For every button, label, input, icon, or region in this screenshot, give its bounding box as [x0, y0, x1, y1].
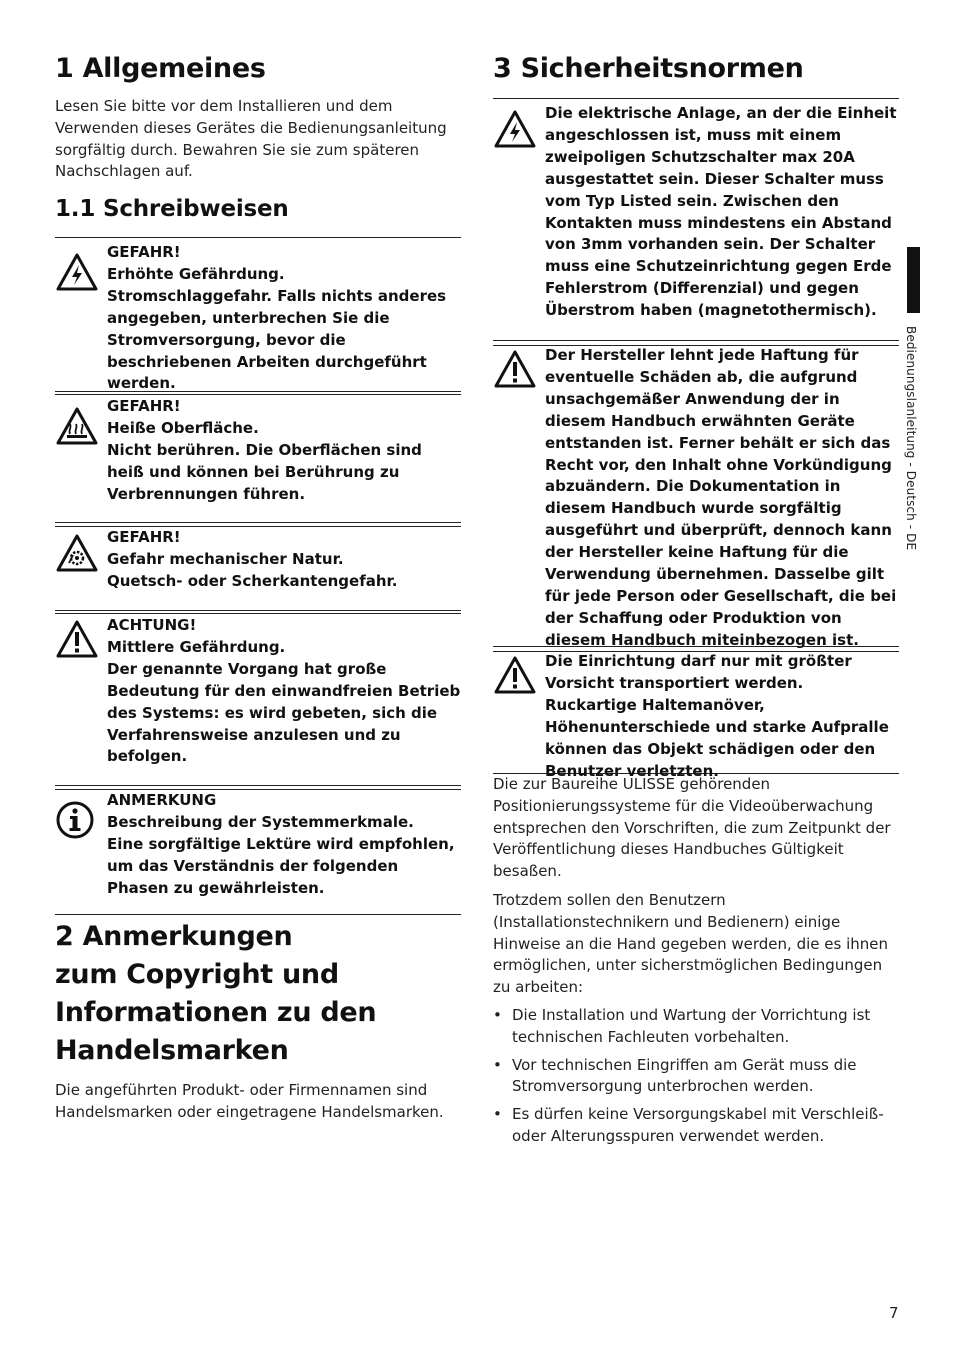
notice-title: GEFAHR!	[107, 243, 181, 261]
notice-text: Stromschlaggefahr. Falls nichts anderes angegeben, unterbrechen Sie die Stromversorgung, bevor die beschriebenen Arbeiten durchgeführt werden.	[107, 286, 447, 393]
list-item: • Die Installation und Wartung der Vorrichtung ist technischen Fachleuten vorbehalten.	[493, 1005, 893, 1049]
trademark-paragraph: Die angeführten Produkt- oder Firmennamen sind Handelsmarken oder eingetragene Handelsmarken.	[55, 1081, 444, 1121]
notice-text: Nicht berühren. Die Oberflächen sind heiß und können bei Berührung zu Verbrennungen führen.	[107, 440, 422, 503]
notice-subtitle: Beschreibung der Systemmerkmale.	[107, 812, 414, 831]
notice-text: Der genannte Vorgang hat große Bedeutung für den einwandfreien Betrieb des Systems: es wird gebeten, sich die Verfahrensweise anzulesen und zu befolgen.	[107, 659, 461, 766]
notice-electrical-installation	[493, 98, 899, 339]
notice-text: Eine sorgfältige Lektüre wird empfohlen, um das Verständnis der folgenden Phasen zu gewährleisten.	[107, 834, 455, 897]
list-item: • Es dürfen keine Versorgungskabel mit Verschleiß- oder Alterungsspuren verwendet werden.	[493, 1104, 893, 1148]
notice-subtitle: Mittlere Gefährdung.	[107, 637, 286, 656]
caution-icon	[55, 619, 99, 659]
heading-copyright	[55, 918, 461, 1070]
notice-mechanical	[55, 522, 461, 607]
notice-title: ACHTUNG!	[107, 616, 197, 634]
notice-title: GEFAHR!	[107, 397, 181, 415]
notice-subtitle: Gefahr mechanischer Natur.	[107, 549, 344, 568]
notice-title: GEFAHR!	[107, 528, 181, 546]
electric-warning-icon	[493, 109, 537, 149]
heading-line: 2 Anmerkungen	[55, 921, 293, 952]
hot-surface-icon	[55, 406, 99, 446]
list-item: • Vor technischen Eingriffen am Gerät muss die Stromversorgung unterbrochen werden.	[493, 1055, 893, 1099]
sidebar-label: Bedienungslanleitung - Deutsch - DE	[904, 326, 918, 551]
heading-line: Informationen zu den	[55, 997, 377, 1028]
notice-title: ANMERKUNG	[107, 791, 217, 809]
notice-text: Die elektrische Anlage, an der die Einheit angeschlossen ist, muss mit einem zweipoligen Schutzschalter max 20A ausgestattet sein. Dieser Schalter muss vom Typ Listed sein. Zwischen den Kontakten muss mindestens ein Abstand von 3mm vorhanden sein. Der Schalter muss eine Schutzeinrichtung gegen Erde Fehlerstrom (Differenzial) und gegen Überstrom haben (magnetothermisch).	[545, 104, 897, 320]
notice-text: Die Einrichtung darf nur mit größter Vorsicht transportiert werden. Ruckartige Haltemanöver, Höhenunterschiede und starke Aufpralle können das Objekt schädigen oder den Benutzer verletzten.	[545, 652, 889, 780]
notice-text: Quetsch- oder Scherkantengefahr.	[107, 571, 398, 590]
caution-icon	[493, 655, 537, 695]
notice-info	[55, 785, 461, 915]
heading-line: Handelsmarken	[55, 1035, 289, 1066]
notice-transport	[493, 646, 899, 780]
users-paragraph: Trotzdem sollen den Benutzern (Installationstechnikern und Bedienern) einige Hinweise an die Hand gegeben werden, die es ihnen ermöglichen, unter sicherstmöglichen Bedingungen zu arbeiten:	[493, 891, 888, 997]
notice-text: Der Hersteller lehnt jede Haftung für eventuelle Schäden ab, die aufgrund unsachgemäßer Anwendung der in diesem Handbuch erwähnten Geräte entstanden ist. Ferner behält er sich das Recht vor, den Inhalt ohne Vorkündigung abzuändern. Die Dokumentation in diesem Handbuch wurde sorgfältig ausgeführt und überprüft, dennoch kann der Hersteller keine Haftung für die Verwendung übernehmen. Dasselbe gilt für jede Person oder Gesellschaft, die bei der Schaffung oder Produktion von diesem Handbuch miteinbezogen ist.	[545, 346, 897, 649]
notice-caution	[55, 610, 461, 783]
safety-bullet-list	[493, 1005, 893, 1154]
notice-hot-surface	[55, 391, 461, 520]
heading-sicherheitsnormen: 3 Sicherheitsnormen	[493, 53, 804, 84]
electric-warning-icon	[55, 252, 99, 292]
notice-subtitle: Heiße Oberfläche.	[107, 418, 259, 437]
ulisse-paragraph: Die zur Baureihe ULISSE gehörenden Positionierungssysteme für die Videoüberwachung entsprechen den Vorschriften, die zum Zeitpunkt der Veröffentlichung dieses Handbuches Gültigkeit besaßen.	[493, 775, 891, 881]
caution-icon	[493, 349, 537, 389]
info-icon	[55, 800, 99, 840]
page-number: 7	[889, 1304, 899, 1322]
heading-line: zum Copyright und	[55, 959, 339, 990]
section-tab-marker	[907, 247, 920, 313]
notice-liability	[493, 340, 899, 649]
heading-schreibweisen: 1.1 Schreibweisen	[55, 196, 289, 222]
heading-allgemeines: 1 Allgemeines	[55, 53, 266, 84]
mechanical-hazard-icon	[55, 533, 99, 573]
intro-paragraph: Lesen Sie bitte vor dem Installieren und dem Verwenden dieses Gerätes die Bedienungsanleitung sorgfältig durch. Bewahren Sie sie zum späteren Nachschlagen auf.	[55, 97, 447, 181]
notice-electric	[55, 237, 461, 393]
notice-subtitle: Erhöhte Gefährdung.	[107, 264, 285, 283]
